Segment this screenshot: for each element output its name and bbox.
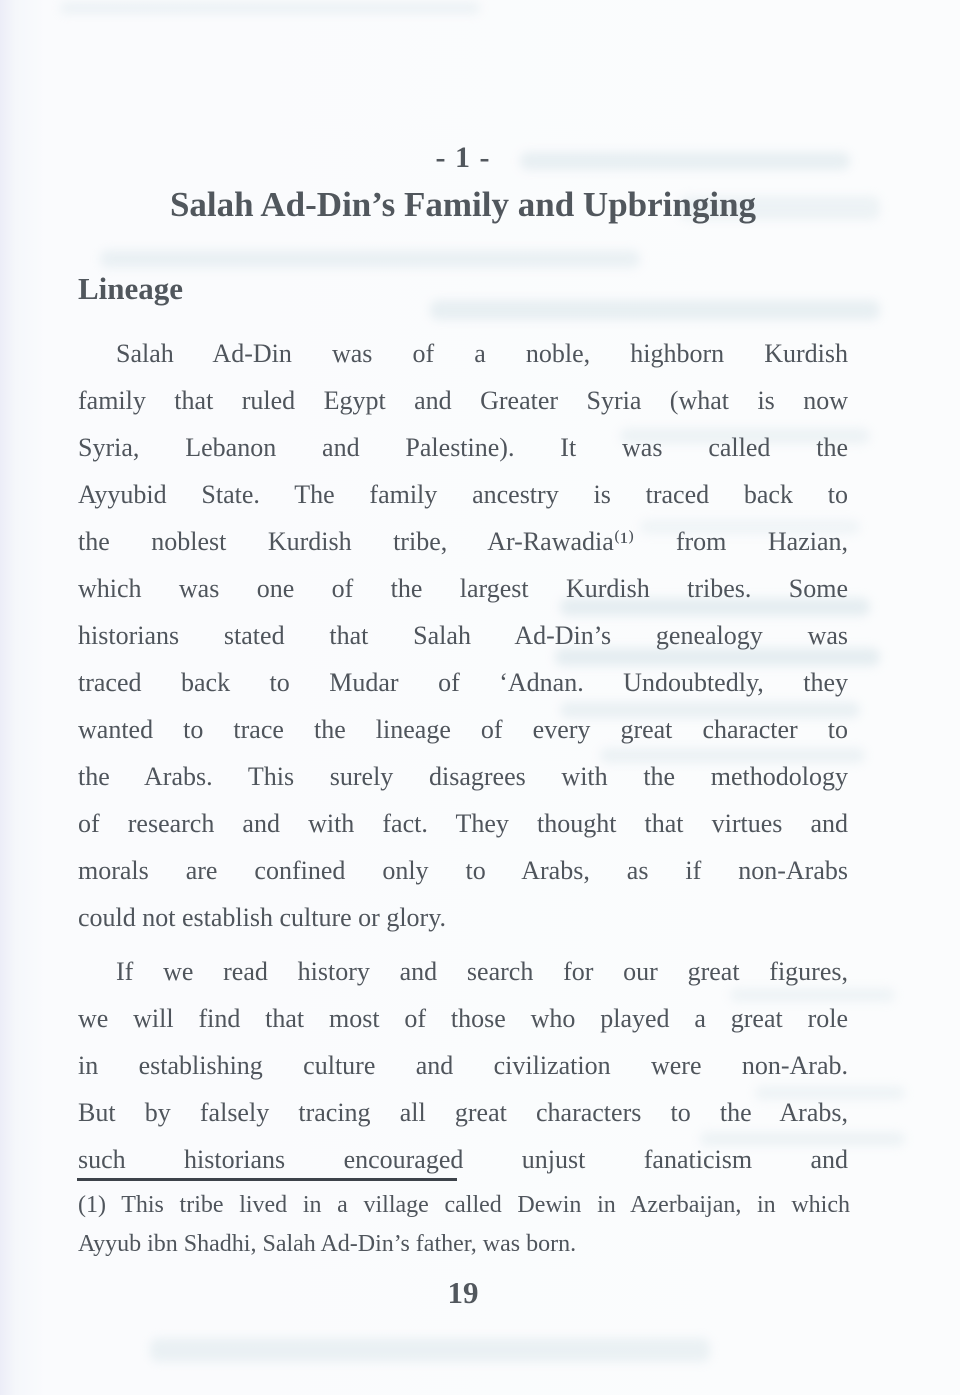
text-line: (1) This tribe lived in a village called Dewin in Azerbaijan, in which bbox=[78, 1192, 850, 1218]
text-line: of research and with fact. They thought that virtues and bbox=[78, 809, 848, 838]
bleed-through-artifact bbox=[100, 250, 640, 268]
text-line: such historians encouraged unjust fanaticism and bbox=[78, 1145, 848, 1174]
text-line: Ayyubid State. The family ancestry is traced back to bbox=[78, 480, 848, 509]
chapter-title: Salah Ad-Din’s Family and Upbringing bbox=[169, 185, 757, 224]
bleed-through-artifact bbox=[60, 2, 480, 14]
text-line: the noblest Kurdish tribe, Ar-Rawadia⁽¹⁾ from Hazian, bbox=[78, 527, 848, 556]
chapter-number: - 1 - bbox=[435, 141, 491, 174]
bleed-through-artifact bbox=[150, 1338, 710, 1362]
text-line: family that ruled Egypt and Greater Syria (what is now bbox=[78, 386, 848, 415]
section-heading: Lineage bbox=[78, 271, 184, 306]
paragraph bbox=[78, 948, 848, 1183]
text-line: Ayyub ibn Shadhi, Salah Ad-Din’s father, was born. bbox=[78, 1231, 577, 1257]
text-line: could not establish culture or glory. bbox=[78, 903, 447, 932]
paragraph bbox=[78, 330, 848, 941]
text-line: in establishing culture and civilization were non-Arab. bbox=[78, 1051, 848, 1080]
body-text bbox=[78, 330, 848, 1183]
page-number: 19 bbox=[447, 1275, 479, 1310]
text-line: morals are confined only to Arabs, as if non-Arabs bbox=[78, 856, 848, 885]
text-line: the Arabs. This surely disagrees with the methodology bbox=[78, 762, 848, 791]
footnote-divider bbox=[77, 1178, 457, 1181]
text-line: If we read history and search for our great figures, bbox=[116, 957, 848, 986]
text-line: traced back to Mudar of ‘Adnan. Undoubtedly, they bbox=[78, 668, 848, 697]
text-line: wanted to trace the lineage of every great character to bbox=[78, 715, 848, 744]
text-line: which was one of the largest Kurdish tribes. Some bbox=[78, 574, 848, 603]
footnote bbox=[78, 1186, 850, 1264]
text-line: But by falsely tracing all great characters to the Arabs, bbox=[78, 1098, 848, 1127]
text-line: historians stated that Salah Ad-Din’s genealogy was bbox=[78, 621, 848, 650]
bleed-through-artifact bbox=[430, 300, 880, 320]
text-line: Salah Ad-Din was of a noble, highborn Kurdish bbox=[116, 339, 848, 368]
text-line: Syria, Lebanon and Palestine). It was called the bbox=[78, 433, 848, 462]
text-line: we will find that most of those who played a great role bbox=[78, 1004, 848, 1033]
